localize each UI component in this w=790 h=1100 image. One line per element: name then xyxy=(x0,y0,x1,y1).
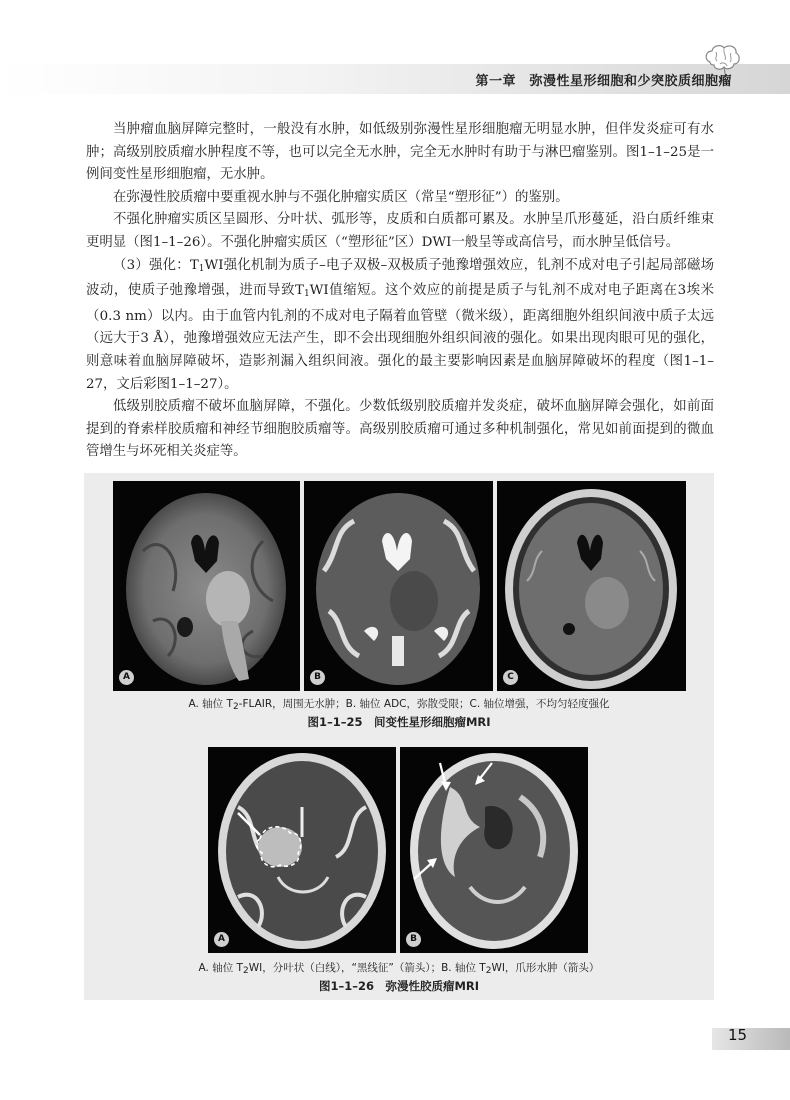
mri-panel-flair xyxy=(113,481,300,691)
mri-panel-adc xyxy=(304,481,493,691)
panel-label-a: A xyxy=(119,670,134,685)
figure-2-caption: A. 轴位 $T_2WI$，分叶状（白线），“黑线征”（箭头）；B. 轴位 $T_2WI$，爪形水肿（箭头） xyxy=(198,962,600,976)
panel-label-b: B xyxy=(406,932,421,947)
page-number: 15 xyxy=(728,1026,748,1044)
paragraph-3: 不强化肿瘤实质区呈圆形、分叶状、弧形等，皮质和白质都可累及。水肿呈爪形蔓延，沿白质纤维束更明显（图1–1–26）。不强化肿瘤实质区（“塑形征”区）DWI一般呈等或高信号，而水肿呈低信号。 xyxy=(86,212,714,250)
paragraph-2: 在弥漫性胶质瘤中要重视水肿与不强化肿瘤实质区（常呈“塑形征”）的鉴别。 xyxy=(113,189,569,205)
body-text xyxy=(86,119,714,464)
paragraph-1: 当肿瘤血脑屏障完整时，一般没有水肿，如低级别弥漫性星形细胞瘤无明显水肿，但伴发炎症可有水肿；高级别胶质瘤水肿程度不等，也可以完全无水肿，完全无水肿时有助于与淋巴瘤鉴别。图1–1–25是一例间变性星形细胞瘤，无水肿。 xyxy=(86,122,714,183)
chapter-title: 第一章 弥漫性星形细胞和少突胶质细胞瘤 xyxy=(475,74,732,89)
panel-label-b: B xyxy=(310,670,325,685)
mri-panel-contrast xyxy=(497,481,686,691)
mri-panel-t2-a xyxy=(208,747,396,953)
panel-label-a: A xyxy=(214,932,229,947)
figure-1-1-25 xyxy=(84,473,714,737)
mri-panel-t2-b xyxy=(400,747,588,953)
paragraph-4: （3）强化：$T_1WI$强化机制为质子–电子双极–双极质子弛豫增强效应，钆剂不成对电子引起局部磁场波动，使质子弛豫增强，进而导致$T_1WI$值缩短。这个效应的前提是质子与钆剂不成对电子距离在3埃米（0.3 nm）以内。由于血管内钆剂的不成对电子隔着血管壁（微米级），距离细胞外组织间液中质子太远（远大于3 Å），弛豫增强效应无法产生，即不会出现细胞外组织间液的强化。如果出现肉眼可见的强化，则意味着血脑屏障破坏，造影剂漏入组织间液。强化的最主要影响因素是血脑屏障破坏的程度（图1–1–27，文后彩图1–1–27）。 xyxy=(86,257,714,392)
page-number-bar xyxy=(712,1028,790,1050)
figure-2-title: 图1–1–26 弥漫性胶质瘤MRI xyxy=(318,979,480,993)
figure-1-title: 图1–1–25 间变性星形细胞瘤MRI xyxy=(307,715,491,729)
paragraph-5: 低级别胶质瘤不破坏血脑屏障，不强化。少数低级别胶质瘤并发炎症，破坏血脑屏障会强化，如前面提到的脊索样胶质瘤和神经节细胞胶质瘤等。高级别胶质瘤可通过多种机制强化，常见如前面提到的微血管增生与坏死相关炎症等。 xyxy=(86,399,714,460)
figure-1-1-26 xyxy=(84,737,714,1000)
panel-label-c: C xyxy=(503,670,518,685)
figure-1-caption: A. 轴位 $T_2$-FLAIR，周围无水肿；B. 轴位 ADC，弥散受限；C. 轴位增强，不均匀轻度强化 xyxy=(188,698,610,712)
